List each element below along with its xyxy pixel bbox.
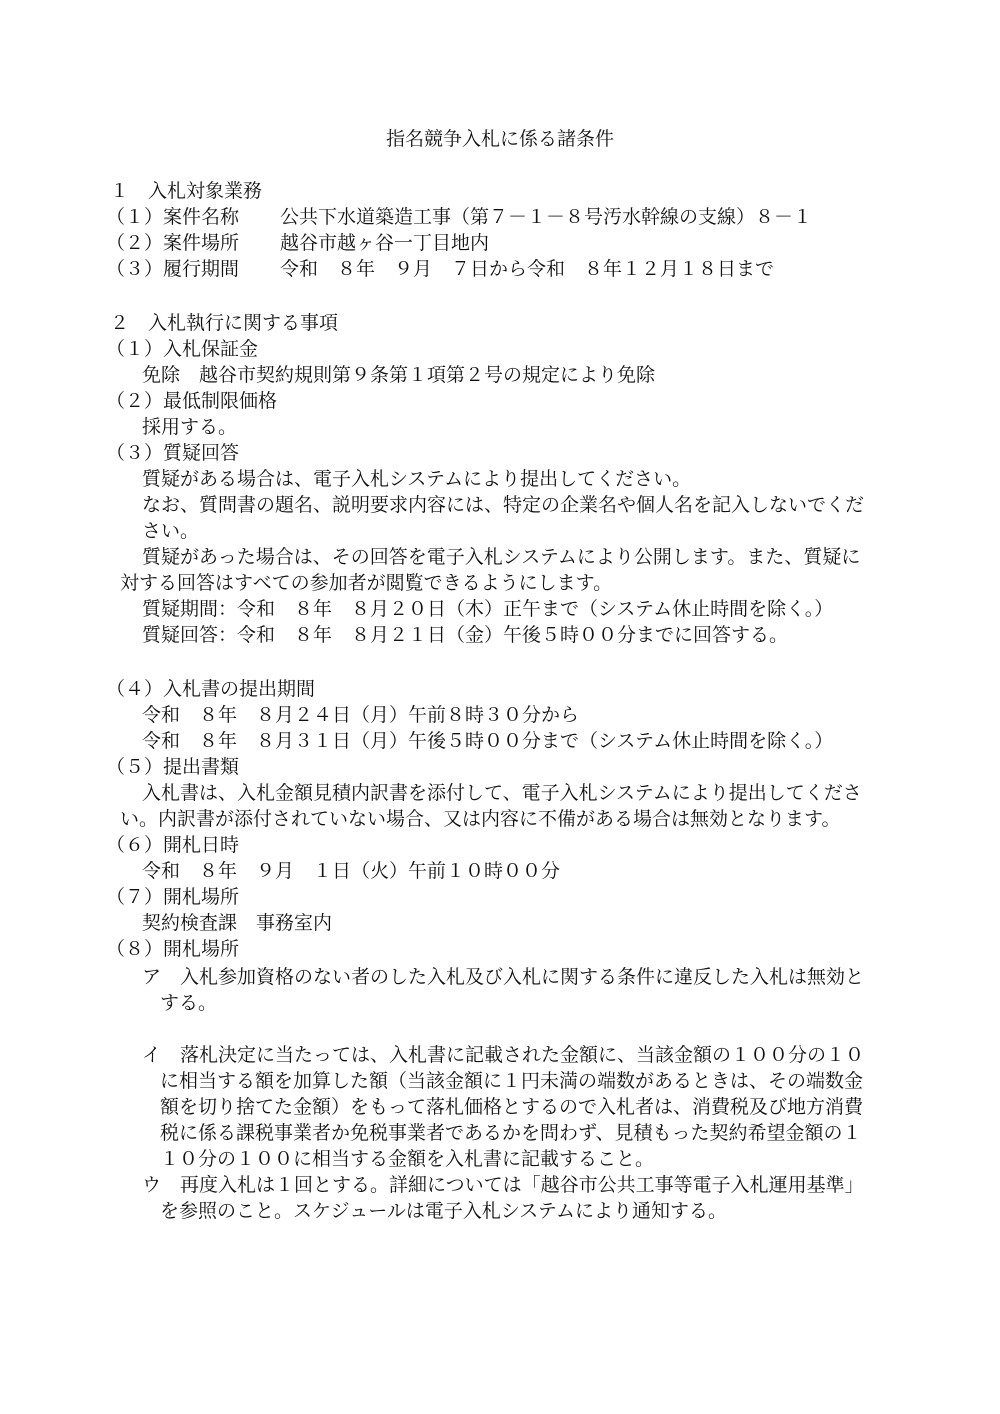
case-name-row [106, 204, 812, 230]
qa-period-line: 質疑期間：令和 ８年 ８月２０日（木）正午まで（システム休止時間を除く。） [142, 598, 834, 620]
opening-place-label: （７）開札場所 [106, 886, 240, 908]
min-price-label: （２）最低制限価格 [106, 390, 278, 412]
case-location-row [106, 230, 489, 256]
documents-label: （５）提出書類 [106, 756, 240, 778]
min-price-text: 採用する。 [142, 416, 238, 438]
case-name-value: 公共下水道築造工事（第７－１－８号汚水幹線の支線）８－１ [280, 206, 813, 228]
performance-period-value: 令和 ８年 ９月 ７日から令和 ８年１２月１８日まで [280, 258, 775, 280]
case-location-value: 越谷市越ヶ谷一丁目地内 [280, 232, 490, 254]
item-i-line: 税に係る課税事業者か免税事業者であるかを問わず、見積もった契約希望金額の１ [160, 1122, 862, 1144]
bid-bond-label: （１）入札保証金 [106, 338, 259, 360]
item-i-line: １０分の１００に相当する金額を入札書に記載すること。 [160, 1148, 655, 1170]
opening-datetime-text: 令和 ８年 ９月 １日（火）午前１０時００分 [142, 860, 561, 882]
qa-line: なお、質問書の題名、説明要求内容には、特定の企業名や個人名を記入しないでくだ [142, 494, 865, 516]
section2-heading: ２ 入札執行に関する事項 [110, 312, 339, 334]
opening-datetime-label: （６）開札日時 [106, 834, 240, 856]
qa-line: さい。 [142, 520, 200, 542]
item-u-line: ウ 再度入札は１回とする。詳細については「越谷市公共工事等電子入札運用基準」 [142, 1174, 864, 1196]
submission-period-end: 令和 ８年 ８月３１日（月）午後５時００分まで（システム休止時間を除く。） [142, 730, 834, 752]
qa-answer-line: 質疑回答：令和 ８年 ８月２１日（金）午後５時００分までに回答する。 [142, 624, 789, 646]
case-location-label: （２）案件場所 [106, 232, 240, 254]
submission-period-start: 令和 ８年 ８月２４日（月）午前８時３０分から [142, 704, 580, 726]
documents-line: 入札書は、入札金額見積内訳書を添付して、電子入札システムにより提出してくださ [142, 782, 862, 804]
item-i-line: に相当する額を加算した額（当該金額に１円未満の端数があるときは、その端数金 [160, 1070, 864, 1092]
documents-line: い。内訳書が添付されていない場合、又は内容に不備がある場合は無効となります。 [120, 808, 841, 830]
section1-heading: １ 入札対象業務 [110, 180, 263, 202]
item-a-line: する。 [160, 992, 218, 1014]
bid-bond-text: 免除 越谷市契約規則第９条第１項第２号の規定により免除 [142, 364, 656, 386]
item-a-line: ア 入札参加資格のない者のした入札及び入札に関する条件に違反した入札は無効と [142, 966, 865, 988]
case-name-label: （１）案件名称 [106, 206, 240, 228]
submission-period-label: （４）入札書の提出期間 [106, 678, 316, 700]
opening-place-label-2: （８）開札場所 [106, 938, 240, 960]
document-title: 指名競争入札に係る諸条件 [385, 128, 614, 150]
item-i-line: イ 落札決定に当たっては、入札書に記載された金額に、当該金額の１００分の１０ [142, 1044, 865, 1066]
qa-line: 質疑があった場合は、その回答を電子入札システムにより公開します。また、質疑に [142, 546, 861, 568]
opening-place-text: 契約検査課 事務室内 [142, 912, 333, 934]
qa-line: 質疑がある場合は、電子入札システムにより提出してください。 [142, 468, 692, 490]
item-i-line: 額を切り捨てた金額）をもって落札価格とするので入札者は、消費税及び地方消費 [160, 1096, 864, 1118]
performance-period-label: （３）履行期間 [106, 258, 240, 280]
qa-line: 対する回答はすべての参加者が閲覧できるようにします。 [120, 572, 613, 594]
qa-label: （３）質疑回答 [106, 442, 240, 464]
performance-period-row [106, 256, 774, 282]
item-u-line: を参照のこと。スケジュールは電子入札システムにより通知する。 [160, 1200, 727, 1222]
